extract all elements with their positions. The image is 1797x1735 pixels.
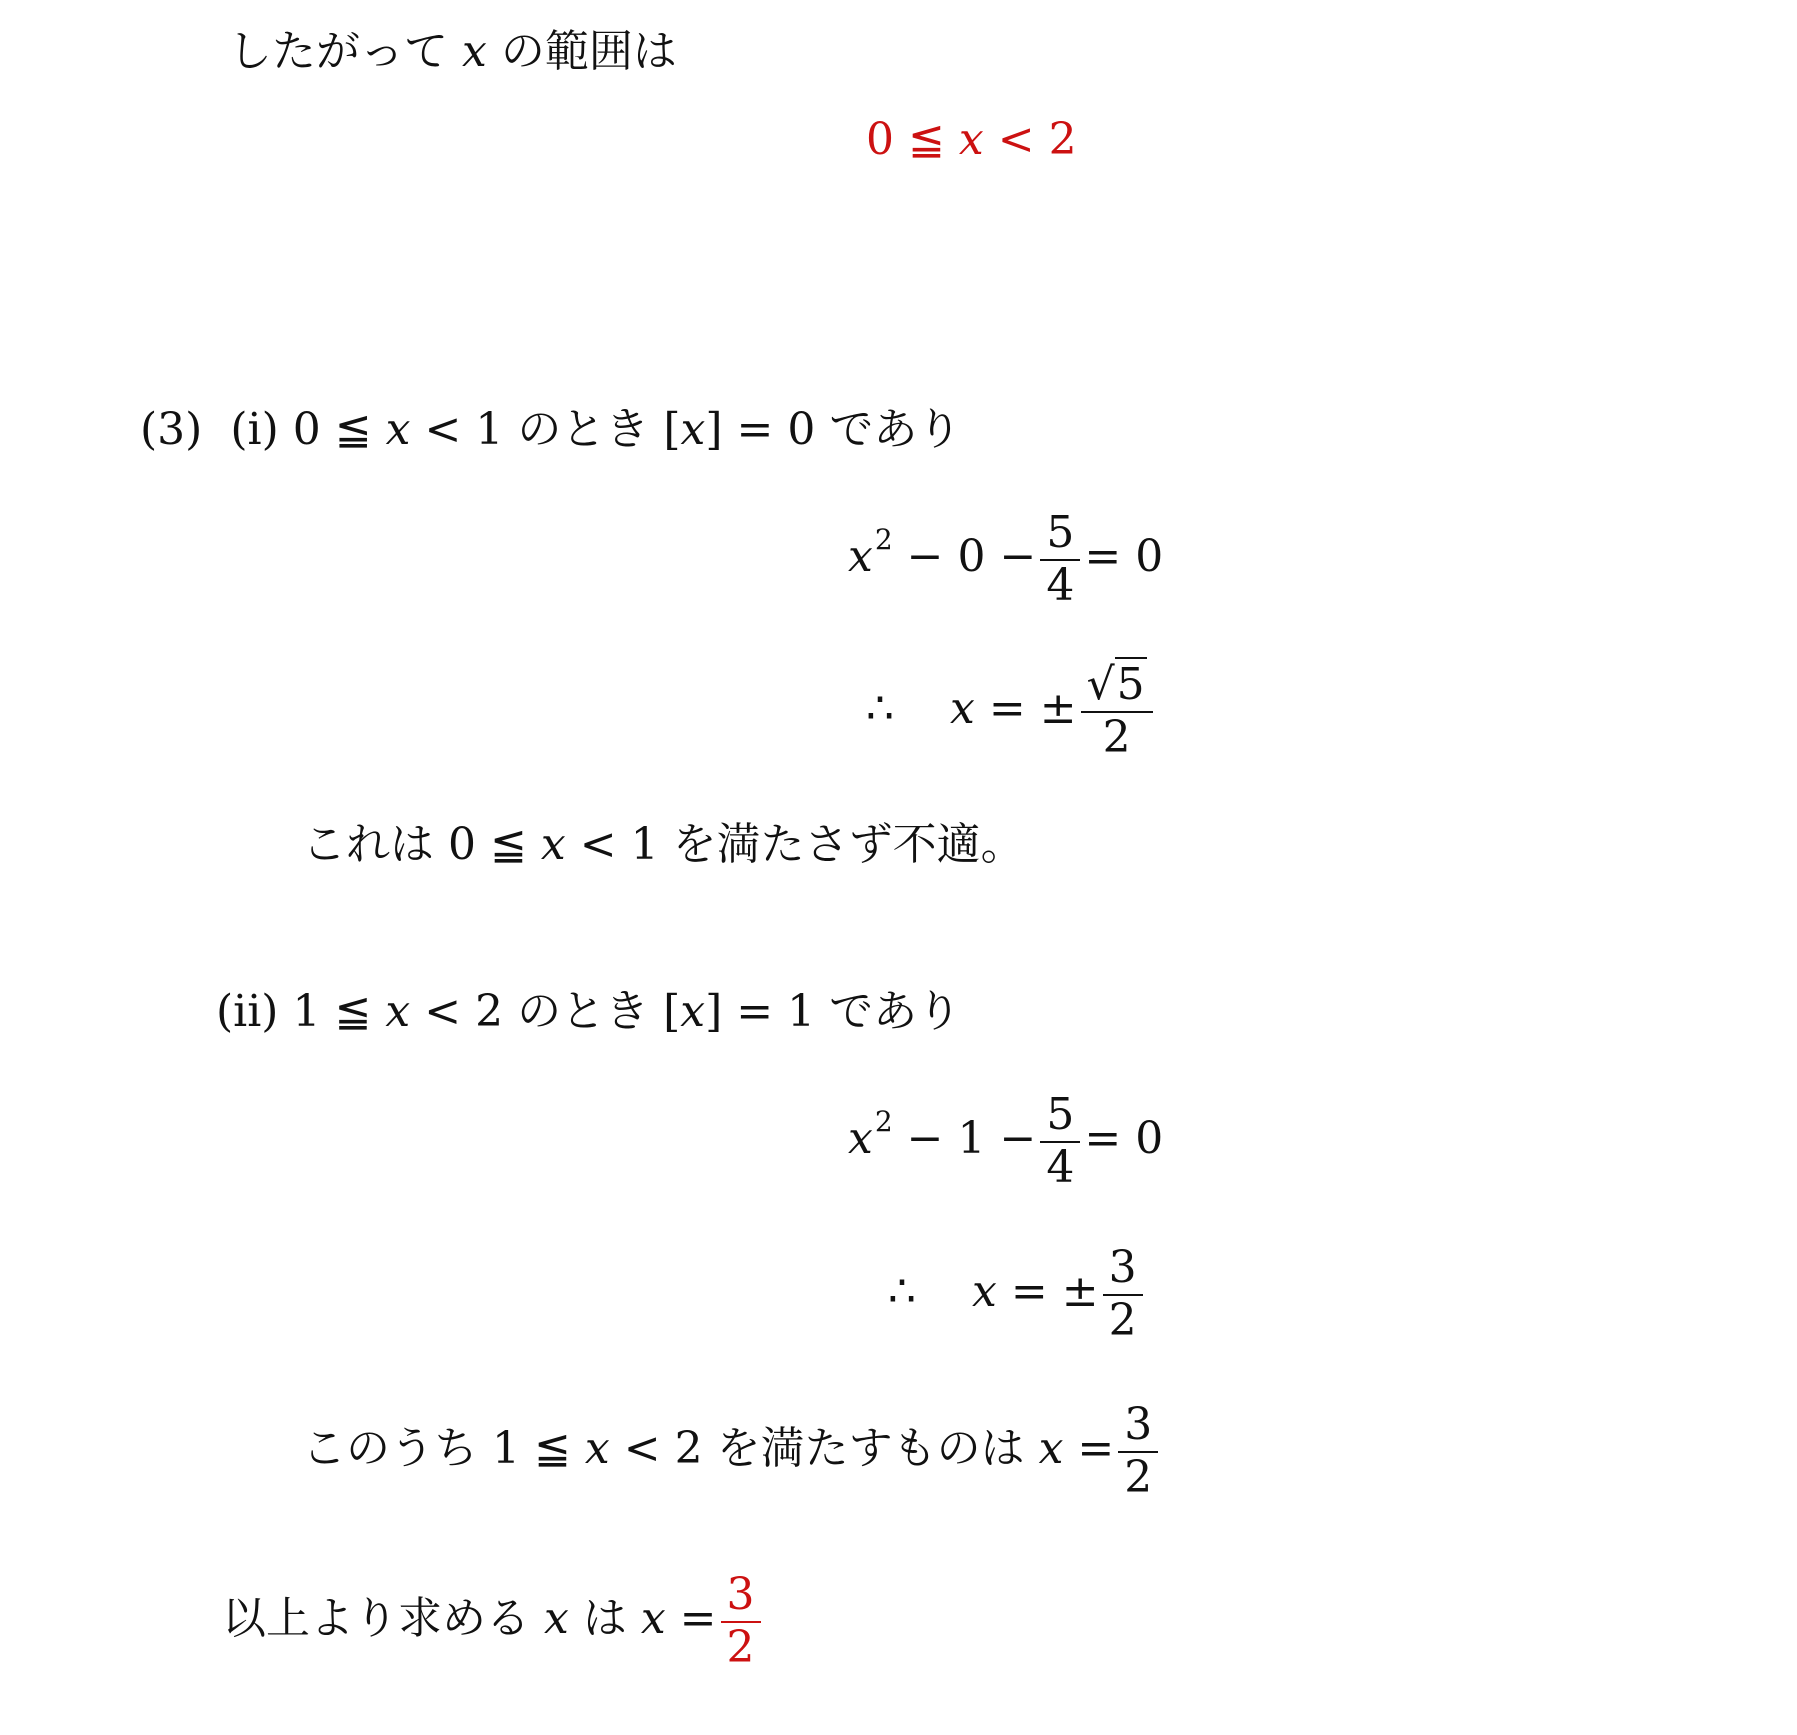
- case-ii-eq2-fraction: [1103, 1243, 1143, 1346]
- case-i-concl-cond-b: 1: [630, 819, 659, 870]
- range-result-left: 0: [866, 114, 894, 165]
- case-ii-concl-cond-a: 1: [492, 1423, 520, 1475]
- case-ii-concl-frac-den: 2: [1124, 1451, 1153, 1503]
- range-result-rel1: ≦: [908, 114, 945, 165]
- case-i-eq1-const: 0: [957, 531, 986, 583]
- final-var: x: [544, 1593, 569, 1645]
- range-result-right: 2: [1048, 114, 1077, 165]
- case-i-cond-b: 1: [475, 404, 504, 455]
- case-i-concl-cond-a: 0: [448, 819, 476, 870]
- case-ii-equation: [848, 1090, 1163, 1193]
- range-intro-line: [228, 26, 677, 77]
- case-ii-concl-prefix: このうち: [302, 1423, 478, 1475]
- case-ii-label: (ii): [216, 986, 279, 1037]
- case-ii-floor-val: 1: [787, 986, 816, 1037]
- case-ii-eq1-const: 1: [957, 1113, 986, 1165]
- case-ii-concl-frac-num: 3: [1118, 1400, 1158, 1453]
- case-i-eq1-minus1: −: [906, 531, 944, 583]
- case-i-eq1-exp: 2: [874, 523, 893, 557]
- case-ii-concl-fraction: [1118, 1400, 1158, 1503]
- case-ii-floor-open: [: [663, 986, 681, 1037]
- case-ii-eq1-frac-num: 5: [1040, 1090, 1080, 1143]
- case-ii-eq2-pm: ±: [1061, 1266, 1099, 1318]
- final-answer: [222, 1570, 765, 1673]
- case-i-deari: であり: [829, 404, 962, 455]
- case-ii-rel1: ≦: [334, 986, 372, 1037]
- case-ii-eq1-exp: 2: [874, 1105, 893, 1139]
- case-i-eq2-frac-den: 2: [1102, 711, 1131, 763]
- final-frac-num: 3: [721, 1570, 761, 1623]
- case-i-eq1-var: x: [848, 531, 873, 583]
- case-ii-rel2: <: [424, 986, 462, 1037]
- case-ii-concl-eq: =: [1077, 1423, 1115, 1475]
- case-i-concl-var: x: [540, 819, 566, 870]
- case-ii-eq: =: [736, 986, 774, 1037]
- case-ii-concl-var2: x: [1038, 1423, 1064, 1475]
- case-ii-eq2-var: x: [972, 1266, 997, 1318]
- case-i-label: (i): [230, 404, 279, 455]
- case-ii-eq1-rhs: 0: [1135, 1113, 1164, 1165]
- case-ii-eq2-eq: =: [1010, 1266, 1048, 1318]
- case-i-rel1: ≦: [334, 404, 372, 455]
- range-result-var: x: [958, 114, 984, 165]
- case-i-floor-var: x: [680, 404, 706, 455]
- case-i-floor-val: 0: [787, 404, 816, 455]
- case-ii-eq1-frac-den: 4: [1046, 1141, 1075, 1193]
- case-ii-eq1-minus1: −: [906, 1113, 944, 1165]
- final-mid: は: [582, 1593, 627, 1645]
- case-i-eq2-frac-num: [1081, 660, 1153, 713]
- case-i-eq1-rhs: 0: [1135, 531, 1164, 583]
- case-ii-eq1-eq: =: [1084, 1113, 1122, 1165]
- case-i-eq: =: [736, 404, 774, 455]
- case-i-eq2-eq: =: [988, 683, 1026, 735]
- case-i-eq2-fraction: [1081, 660, 1153, 763]
- range-result-rel2: <: [997, 114, 1035, 165]
- case-i-concl-rel2: <: [579, 819, 617, 870]
- case-i-floor-open: [: [663, 404, 681, 455]
- case-ii-floor-var: x: [680, 986, 706, 1037]
- case-ii-concl-rel2: <: [623, 1423, 661, 1475]
- case-ii-solution: [888, 1243, 1147, 1346]
- final-frac-den: 2: [726, 1621, 755, 1673]
- case-ii-deari: であり: [829, 986, 962, 1037]
- range-result: [866, 114, 1077, 165]
- case-i-eq1-frac-den: 4: [1046, 559, 1075, 611]
- case-i-eq2-radicand: 5: [1116, 659, 1145, 710]
- case-i-cond-a: 0: [292, 404, 321, 455]
- final-fraction: [721, 1570, 761, 1673]
- case-ii-var: x: [385, 986, 411, 1037]
- case-ii-concl-rel1: ≦: [534, 1423, 571, 1475]
- case-ii-eq1-minus2: −: [999, 1113, 1037, 1165]
- case-ii-header: [216, 986, 962, 1037]
- case-i-var: x: [385, 404, 411, 455]
- case-i-conclusion: [302, 819, 1025, 870]
- case-i-solution: [866, 660, 1157, 763]
- case-ii-conclusion: [302, 1400, 1162, 1503]
- case-i-concl-suffix: を満たさず不適。: [672, 819, 1025, 870]
- case-i-toki: のとき: [517, 404, 650, 455]
- case-i-therefore: ∴: [866, 683, 894, 735]
- case-ii-eq1-var: x: [848, 1113, 873, 1165]
- final-prefix: 以上より求める: [222, 1593, 530, 1645]
- case-ii-eq2-frac-num: 3: [1103, 1243, 1143, 1296]
- case-i-eq2-var: x: [950, 683, 975, 735]
- case-i-eq1-eq: =: [1084, 531, 1122, 583]
- case-i-eq1-minus2: −: [999, 531, 1037, 583]
- case-i-floor-close: ]: [705, 404, 723, 455]
- case-ii-eq2-frac-den: 2: [1108, 1294, 1137, 1346]
- case-ii-cond-a: 1: [292, 986, 321, 1037]
- range-intro-suffix: の範囲は: [500, 26, 677, 77]
- case-ii-cond-b: 2: [475, 986, 504, 1037]
- final-eq: =: [679, 1593, 717, 1645]
- case-i-eq2-sqrt-sign: √: [1086, 659, 1115, 710]
- case-i-eq2-pm: ±: [1039, 683, 1077, 735]
- case-i-concl-rel1: ≦: [490, 819, 527, 870]
- case-i-equation: [848, 508, 1163, 611]
- case-ii-eq1-fraction: [1040, 1090, 1080, 1193]
- case-i-concl-prefix: これは: [302, 819, 434, 870]
- range-intro-var: x: [462, 26, 487, 77]
- case-ii-concl-cond-b: 2: [674, 1423, 703, 1475]
- case-i-rel2: <: [424, 404, 462, 455]
- case-ii-concl-var: x: [584, 1423, 610, 1475]
- case-i-eq1-fraction: [1040, 508, 1080, 611]
- part3-label: (3): [140, 404, 203, 455]
- final-var2: x: [640, 1593, 666, 1645]
- case-i-eq1-frac-num: 5: [1040, 508, 1080, 561]
- case-i-header: [140, 404, 962, 455]
- case-ii-floor-close: ]: [705, 986, 723, 1037]
- case-ii-therefore: ∴: [888, 1266, 916, 1318]
- range-intro-prefix: したがって: [228, 26, 448, 77]
- case-ii-toki: のとき: [517, 986, 650, 1037]
- case-ii-concl-mid: を満たすものは: [716, 1423, 1025, 1475]
